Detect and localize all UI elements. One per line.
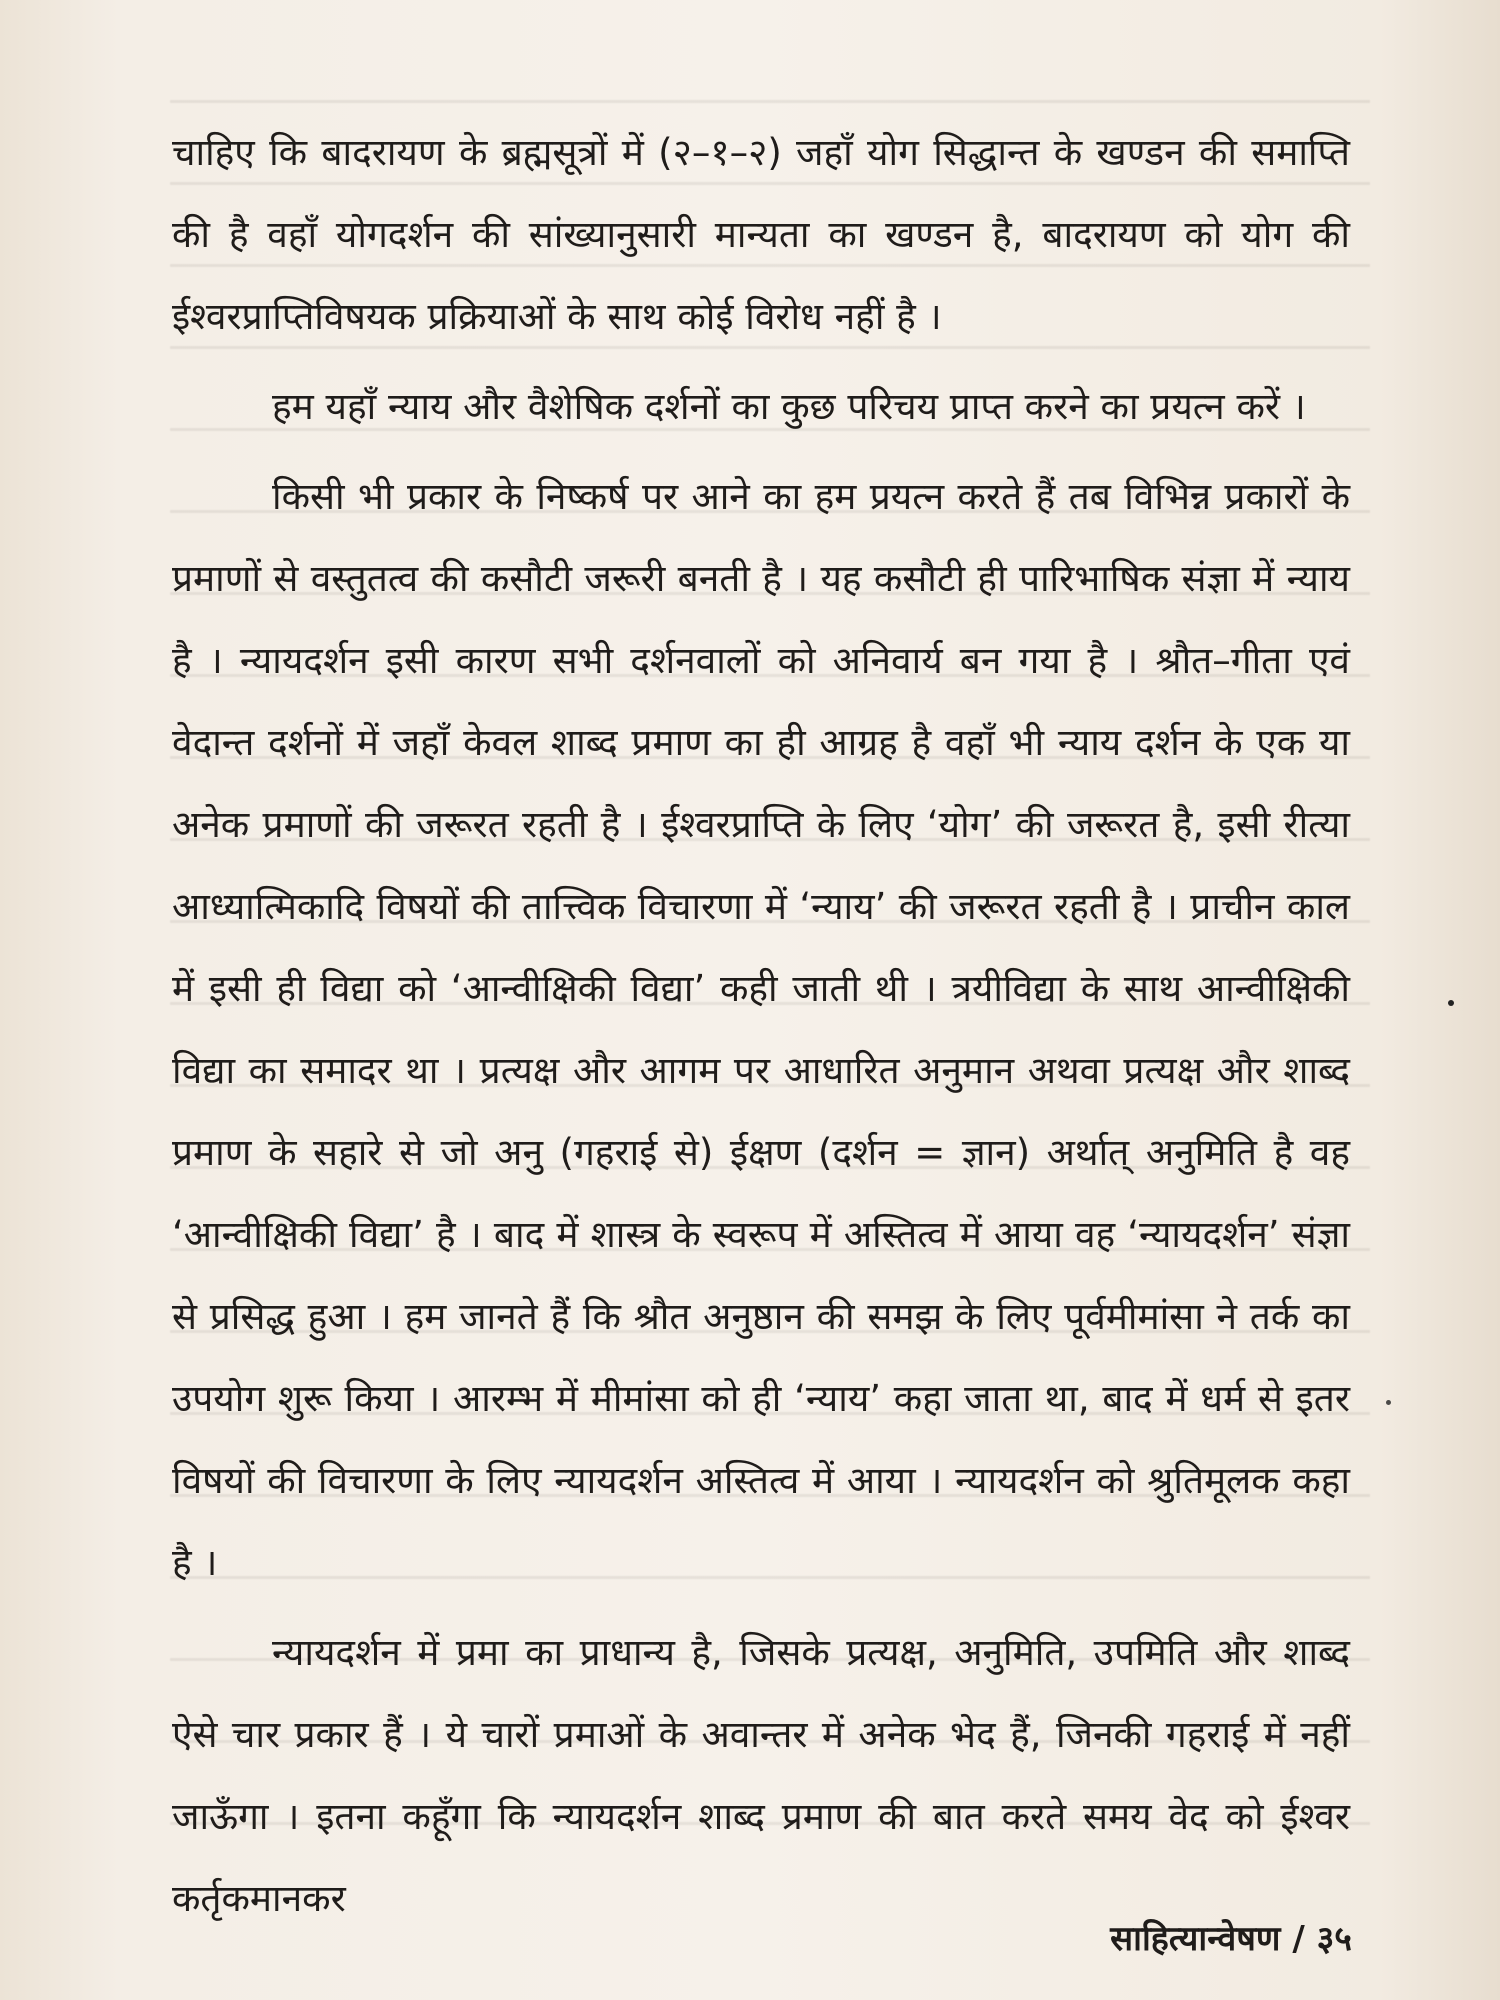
page-footer [1110, 1914, 1352, 1960]
paragraph-intro: हम यहाँ न्याय और वैशेषिक दर्शनों का कुछ परिचय प्राप्त करने का प्रयत्न करें । [272, 385, 1306, 428]
page-speck-icon [1448, 1000, 1454, 1006]
footer-book-title: साहित्यान्वेषण [1110, 1919, 1281, 1959]
paragraph-nyaya-overview: किसी भी प्रकार के निष्कर्ष पर आने का हम प्रयत्न करते हैं तब विभिन्न प्रकारों के प्रमाणों से वस्तुतत्व की कसौटी जरूरी बनती है । यह कसौटी ही पारिभाषिक संज्ञा में न्याय है । न्यायदर्शन इसी कारण सभी दर्शनवालों को अनिवार्य बन गया है । श्रौत–गीता एवं वेदान्त दर्शनों में जहाँ केवल शाब्द प्रमाण का ही आग्रह है वहाँ भी न्याय दर्शन के एक या अनेक प्रमाणों की जरूरत रहती है । ईश्वरप्राप्ति के लिए ‘योग’ की जरूरत है, इसी रीत्या आध्यात्मिकादि विषयों की तात्त्विक विचारणा में ‘न्याय’ की जरूरत रहती है । प्राचीन काल में इसी ही विद्या को ‘आन्वीक्षिकी विद्या’ कही जाती थी । त्रयीविद्या के साथ आन्वीक्षिकी विद्या का समादर था । प्रत्यक्ष और आगम पर आधारित अनुमान अथवा प्रत्यक्ष और शाब्द प्रमाण के सहारे से जो अनु (गहराई से) ईक्षण (दर्शन = ज्ञान) अर्थात् अनुमिति है वह ‘आन्वीक्षिकी विद्या’ है । बाद में शास्त्र के स्वरूप में अस्तित्व में आया वह ‘न्यायदर्शन’ संज्ञा से प्रसिद्ध हुआ । हम जानते हैं कि श्रौत अनुष्ठान की समझ के लिए पूर्वमीमांसा ने तर्क का उपयोग शुरू किया । आरम्भ में मीमांसा को ही ‘न्याय’ कहा जाता था, बाद में धर्म से इतर विषयों की विचारणा के लिए न्यायदर्शन अस्तित्व में आया । न्यायदर्शन को श्रुतिमूलक कहा है । [172, 475, 1350, 1584]
page-speck-icon [1386, 1400, 1391, 1405]
footer-page-number: ३५ [1316, 1919, 1352, 1959]
paragraph-prama-types: न्यायदर्शन में प्रमा का प्राधान्य है, जिसके प्रत्यक्ष, अनुमिति, उपमिति और शाब्द ऐसे चार प्रकार हैं । ये चारों प्रमाओं के अवान्तर में अनेक भेद हैं, जिनकी गहराई में नहीं जाऊँगा । इतना कहूँगा कि न्यायदर्शन शाब्द प्रमाण की बात करते समय वेद को ईश्वर कर्तृकमानकर [172, 1631, 1350, 1920]
paragraph-continued: चाहिए कि बादरायण के ब्रह्मसूत्रों में (२–१–२) जहाँ योग सिद्धान्त के खण्डन की समाप्ति की है वहाँ योगदर्शन की सांख्यानुसारी मान्यता का खण्डन है, बादरायण को योग की ईश्वरप्राप्तिविषयक प्रक्रियाओं के साथ कोई विरोध नहीं है । [172, 131, 1350, 338]
footer-separator: / [1292, 1919, 1305, 1959]
main-text-block [172, 112, 1350, 1940]
